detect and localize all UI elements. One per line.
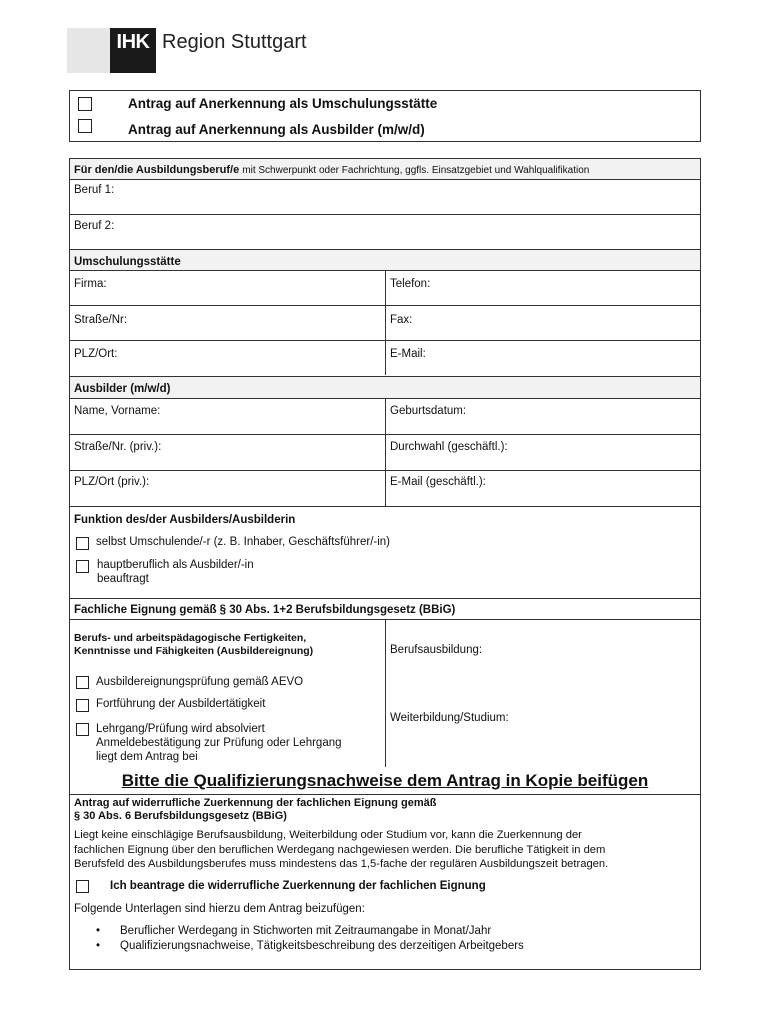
- widerruf-checkbox-label: Ich beantrage die widerrufliche Zuerkennung der fachlichen Eignung: [110, 880, 486, 892]
- strasse-field[interactable]: [70, 306, 384, 340]
- checkbox-aevo[interactable]: [76, 676, 89, 689]
- strasse-priv-field[interactable]: [70, 435, 384, 470]
- unterlagen-intro: Folgende Unterlagen sind hierzu dem Antrag beizufügen:: [74, 903, 365, 915]
- funktion-option2-line2: beauftragt: [97, 573, 149, 585]
- option-umschulungsstaette: Antrag auf Anerkennung als Umschulungsstätte: [128, 96, 438, 111]
- plz-priv-field[interactable]: [70, 471, 384, 506]
- checkbox-ausbilder[interactable]: [78, 119, 92, 133]
- checkbox-selbst-umschulende[interactable]: [76, 537, 89, 550]
- berufe-heading: [74, 163, 589, 178]
- eignung-option2: Fortführung der Ausbildertätigkeit: [96, 698, 266, 710]
- logo-abbr: IHK: [116, 31, 150, 53]
- checkbox-lehrgang[interactable]: [76, 723, 89, 736]
- option-ausbilder: Antrag auf Anerkennung als Ausbilder (m/w/d): [128, 122, 425, 137]
- ausbilder-heading: Ausbilder (m/w/d): [74, 383, 171, 395]
- name-field[interactable]: [70, 399, 384, 434]
- checkbox-widerruf[interactable]: [76, 880, 89, 893]
- beruf1-label: Beruf 1:: [74, 184, 115, 196]
- eignung-option1: Ausbildereignungsprüfung gemäß AEVO: [96, 676, 304, 688]
- divider: [70, 598, 700, 599]
- telefon-field[interactable]: [386, 271, 700, 305]
- firma-label: Firma:: [74, 278, 107, 290]
- eignung-option3-line3: liegt dem Antrag bei: [96, 751, 198, 763]
- eignung-heading: Fachliche Eignung gemäß § 30 Abs. 1+2 Berufsbildungsgesetz (BBiG): [74, 604, 456, 616]
- umschulung-heading: Umschulungsstätte: [74, 256, 181, 268]
- berufe-heading-rest: mit Schwerpunkt oder Fachrichtung, ggfls. Einsatzgebiet und Wahlqualifikation: [242, 165, 590, 176]
- eignung-left-heading-line2: Kenntnisse und Fähigkeiten (Ausbildereignung): [74, 645, 314, 657]
- plz-priv-label: PLZ/Ort (priv.):: [74, 476, 150, 488]
- durchwahl-label: Durchwahl (geschäftl.):: [390, 441, 508, 453]
- berufsausbildung-label: Berufsausbildung:: [390, 644, 483, 656]
- widerruf-para-line2: fachlichen Eignung über den beruflichen Werdegang nachgewiesen werden. Die berufliche Tätigkeit in dem: [74, 844, 606, 856]
- funktion-heading: Funktion des/der Ausbilders/Ausbilderin: [74, 514, 296, 526]
- notice-copy: Bitte die Qualifizierungsnachweise dem Antrag in Kopie beifügen: [121, 771, 649, 790]
- plz-label: PLZ/Ort:: [74, 348, 118, 360]
- funktion-option2-line1: hauptberuflich als Ausbilder/-in: [97, 559, 254, 571]
- widerruf-para-line1: Liegt keine einschlägige Berufsausbildung, Weiterbildung oder Studium vor, kann die Zuerkennung der: [74, 829, 582, 841]
- checkbox-umschulungsstaette[interactable]: [78, 97, 92, 111]
- weiterbildung-field[interactable]: [386, 687, 700, 767]
- beruf2-label: Beruf 2:: [74, 220, 115, 232]
- bullet-item-2: Qualifizierungsnachweise, Tätigkeitsbeschreibung des derzeitigen Arbeitgebers: [120, 940, 524, 952]
- berufsausbildung-field[interactable]: [386, 620, 700, 686]
- strasse-priv-label: Straße/Nr. (priv.):: [74, 441, 162, 453]
- beruf2-field[interactable]: [70, 215, 700, 249]
- strasse-label: Straße/Nr:: [74, 314, 128, 326]
- widerruf-heading-line2: § 30 Abs. 6 Berufsbildungsgesetz (BBiG): [74, 810, 287, 822]
- eignung-left-heading-line1: Berufs- und arbeitspädagogische Fertigkeiten,: [74, 632, 307, 644]
- durchwahl-field[interactable]: [386, 435, 700, 470]
- firma-field[interactable]: [70, 271, 384, 305]
- fax-label: Fax:: [390, 314, 413, 326]
- geburtsdatum-label: Geburtsdatum:: [390, 405, 467, 417]
- beruf1-field[interactable]: [70, 180, 700, 214]
- name-label: Name, Vorname:: [74, 405, 161, 417]
- weiterbildung-label: Weiterbildung/Studium:: [390, 712, 509, 724]
- telefon-label: Telefon:: [390, 278, 431, 290]
- plz-field[interactable]: [70, 341, 384, 375]
- logo-region: Region Stuttgart: [162, 31, 307, 53]
- email-geschaeftl-label: E-Mail (geschäftl.):: [390, 476, 486, 488]
- widerruf-para-line3: Berufsfeld des Ausbildungsberufes muss mindestens das 1,5-fache der regulären Ausbildungszeit betragen.: [74, 858, 609, 870]
- funktion-option1: selbst Umschulende/-r (z. B. Inhaber, Geschäftsführer/-in): [96, 536, 391, 548]
- checkbox-fortfuehrung[interactable]: [76, 699, 89, 712]
- email-geschaeftl-field[interactable]: [386, 471, 700, 506]
- checkbox-hauptberuflich[interactable]: [76, 560, 89, 573]
- berufe-heading-bold: Für den/die Ausbildungsberuf/e: [74, 164, 240, 176]
- widerruf-heading-line1: Antrag auf widerrufliche Zuerkennung der fachlichen Eignung gemäß: [74, 797, 437, 809]
- email-field[interactable]: [386, 341, 700, 375]
- bullet-icon: •: [96, 925, 101, 937]
- eignung-option3-line2: Anmeldebestätigung zur Prüfung oder Lehrgang: [96, 737, 342, 749]
- bullet-item-1: Beruflicher Werdegang in Stichworten mit Zeitraumangabe in Monat/Jahr: [120, 925, 492, 937]
- eignung-option3-line1: Lehrgang/Prüfung wird absolviert: [96, 723, 265, 735]
- bullet-icon: •: [96, 940, 101, 952]
- email-label: E-Mail:: [390, 348, 426, 360]
- divider: [70, 794, 700, 795]
- fax-field[interactable]: [386, 306, 700, 340]
- geburtsdatum-field[interactable]: [386, 399, 700, 434]
- divider: [70, 506, 700, 507]
